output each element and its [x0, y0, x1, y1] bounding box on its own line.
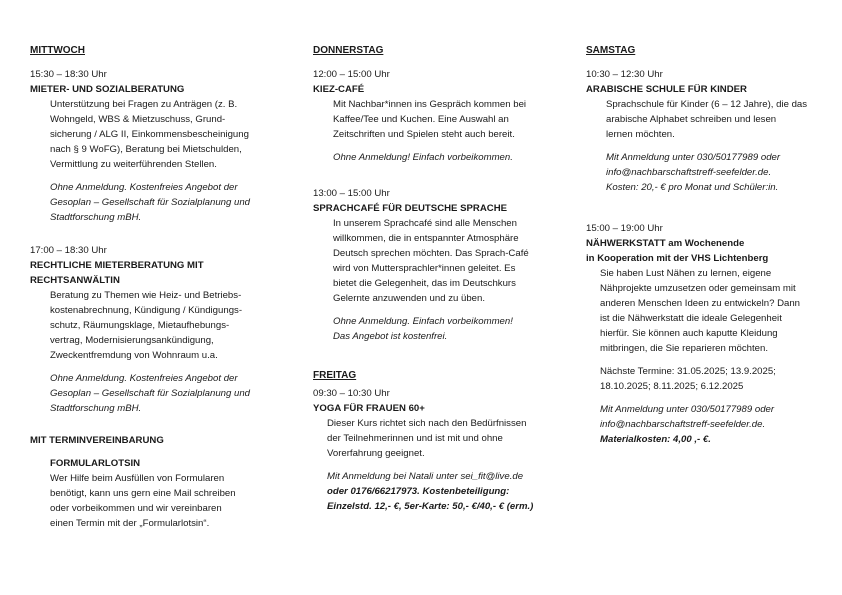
desc-line: lernen möchten. — [606, 129, 675, 140]
desc-line: nach § 9 WoFG), Beratung bei Mietschulden, — [50, 144, 242, 155]
desc-line: Sie haben Lust Nähen zu lernen, eigene — [600, 268, 772, 279]
desc-line: Nähprojekte umzusetzen oder gemeinsam mit — [600, 283, 796, 294]
event-time: 13:00 – 15:00 Uhr — [313, 188, 390, 199]
desc-line: Gelernte anzuwenden und zu üben. — [333, 293, 486, 304]
dates-line: 18.10.2025; 8.11.2025; 6.12.2025 — [600, 381, 744, 392]
desc-line: Mit Nachbar*innen ins Gespräch kommen bei — [333, 99, 527, 110]
event-description — [313, 97, 558, 165]
event-description — [30, 456, 295, 531]
event-title: in Kooperation mit der VHS Lichtenberg — [586, 253, 769, 264]
desc-line: hierfür. Sie können auch kaputte Kleidung — [600, 328, 778, 339]
desc-line: anderen Menschen Ideen zu entwickeln? Dann — [600, 298, 801, 309]
event-time: 09:30 – 10:30 Uhr — [313, 388, 390, 399]
event-title: RECHTSANWÄLTIN — [30, 275, 120, 286]
event-title: FORMULARLOTSIN — [50, 458, 141, 469]
event-naehwerkstatt — [586, 221, 831, 447]
event-mieterberatung — [30, 67, 295, 225]
note-line: Ohne Anmeldung. Einfach vorbeikommen! — [333, 316, 513, 327]
desc-line: Zeitschriften und Spielen steht auch bereit. — [333, 129, 515, 140]
desc-line: willkommen, die in entspannter Atmosphäre — [333, 233, 519, 244]
event-time: 10:30 – 12:30 Uhr — [586, 69, 663, 80]
desc-line: Vermittlung zu weiterführenden Stellen. — [50, 159, 217, 170]
event-description — [313, 416, 558, 514]
note-line: info@nachbarschaftstreff-seefelder.de. — [600, 419, 766, 430]
desc-line: Wohngeld, WBS & Mietzuschuss, Grund- — [50, 114, 226, 125]
note-line: Mit Anmeldung unter 030/50177989 oder — [600, 404, 775, 415]
desc-line: ist die Nähwerkstatt die ideale Gelegenheit — [600, 313, 782, 324]
day-heading-samstag: SAMSTAG — [586, 45, 636, 56]
note-line: Materialkosten: 4,00 ,- €. — [600, 434, 711, 445]
event-title: NÄHWERKSTATT am Wochenende — [586, 238, 745, 249]
event-description — [30, 97, 295, 225]
desc-line: Beratung zu Themen wie Heiz- und Betriebs- — [50, 290, 242, 301]
note-line: Kosten: 20,- € pro Monat und Schüler:in. — [606, 182, 779, 193]
desc-line: bietet die Gelegenheit, das im Deutschkurs — [333, 278, 516, 289]
desc-line: Deutsch sprechen möchten. Das Sprach-Café — [333, 248, 529, 259]
event-time: 12:00 – 15:00 Uhr — [313, 69, 390, 80]
event-description — [313, 216, 558, 344]
note-line: Ohne Anmeldung! Einfach vorbeikommen. — [333, 152, 513, 163]
event-sprachcafe — [313, 186, 558, 344]
event-title: ARABISCHE SCHULE FÜR KINDER — [586, 84, 747, 95]
event-time: 17:00 – 18:30 Uhr — [30, 245, 107, 256]
event-description — [586, 266, 831, 447]
note-line: Mit Anmeldung bei Natali unter sei_fit@live.de — [327, 471, 524, 482]
desc-line: Vorerfahrung geeignet. — [327, 448, 425, 459]
desc-line: Zweckentfremdung von Wohnraum u.a. — [50, 350, 218, 361]
desc-line: Kaffee/Tee und Kuchen. Eine Auswahl an — [333, 114, 509, 125]
note-line: Ohne Anmeldung. Kostenfreies Angebot der — [50, 373, 238, 384]
desc-line: einen Termin mit der „Formularlotsin“. — [50, 518, 210, 529]
event-time: 15:00 – 19:00 Uhr — [586, 223, 663, 234]
event-description — [30, 288, 295, 416]
event-title: KIEZ-CAFÉ — [313, 84, 365, 95]
desc-line: mitbringen, die Sie reparieren möchten. — [600, 343, 768, 354]
event-title: YOGA FÜR FRAUEN 60+ — [313, 403, 425, 414]
note-line: oder 0176/66217973. Kostenbeteiligung: — [327, 486, 510, 497]
note-line: Mit Anmeldung unter 030/50177989 oder — [606, 152, 781, 163]
event-formularlotsin — [30, 433, 295, 531]
day-heading-donnerstag: DONNERSTAG — [313, 45, 384, 56]
event-time: 15:30 – 18:30 Uhr — [30, 69, 107, 80]
event-yoga — [313, 386, 558, 514]
note-line: Ohne Anmeldung. Kostenfreies Angebot der — [50, 182, 238, 193]
event-title: MIETER- UND SOZIALBERATUNG — [30, 84, 185, 95]
event-description — [586, 97, 831, 195]
event-title: RECHTLICHE MIETERBERATUNG MIT — [30, 260, 204, 271]
desc-line: Dieser Kurs richtet sich nach den Bedürfnissen — [327, 418, 527, 429]
day-heading-freitag: FREITAG — [313, 370, 357, 381]
desc-line: vertrag, Modernisierungsankündigung, — [50, 335, 214, 346]
desc-line: schutz, Räumungsklage, Mietaufhebungs- — [50, 320, 230, 331]
desc-line: wird von Muttersprachler*innen geleitet. Es — [333, 263, 516, 274]
event-rechtliche-beratung — [30, 243, 295, 416]
desc-line: Wer Hilfe beim Ausfüllen von Formularen — [50, 473, 225, 484]
desc-line: Unterstützung bei Fragen zu Anträgen (z. B. — [50, 99, 238, 110]
event-arabische-schule — [586, 67, 831, 195]
desc-line: arabische Alphabet schreiben und lesen — [606, 114, 777, 125]
note-line: Stadtforschung mBH. — [50, 403, 142, 414]
day-heading-mittwoch: MITTWOCH — [30, 45, 85, 56]
event-kiez-cafe — [313, 67, 558, 165]
desc-line: benötigt, kann uns gern eine Mail schreiben — [50, 488, 236, 499]
note-line: Stadtforschung mBH. — [50, 212, 142, 223]
desc-line: sicherung / ALG II, Einkommensbescheinigung — [50, 129, 249, 140]
dates-line: Nächste Termine: 31.05.2025; 13.9.2025; — [600, 366, 776, 377]
note-line: Gesoplan – Gesellschaft für Sozialplanung und — [50, 388, 250, 399]
note-line: Einzelstd. 12,- €, 5er-Karte: 50,- €/40,- € (erm.) — [327, 501, 534, 512]
desc-line: der Teilnehmerinnen und ist mit und ohne — [327, 433, 503, 444]
desc-line: Sprachschule für Kinder (6 – 12 Jahre), die das — [606, 99, 808, 110]
note-line: info@nachbarschaftstreff-seefelder.de. — [606, 167, 772, 178]
event-title: SPRACHCAFÉ FÜR DEUTSCHE SPRACHE — [313, 203, 508, 214]
note-line: Das Angebot ist kostenfrei. — [333, 331, 448, 342]
note-line: Gesoplan – Gesellschaft für Sozialplanung und — [50, 197, 250, 208]
section-heading: MIT TERMINVEREINBARUNG — [30, 435, 164, 446]
desc-line: kostenabrechnung, Kündigung / Kündigungs- — [50, 305, 243, 316]
desc-line: oder vorbeikommen und wir vereinbaren — [50, 503, 222, 514]
desc-line: In unserem Sprachcafé sind alle Menschen — [333, 218, 517, 229]
